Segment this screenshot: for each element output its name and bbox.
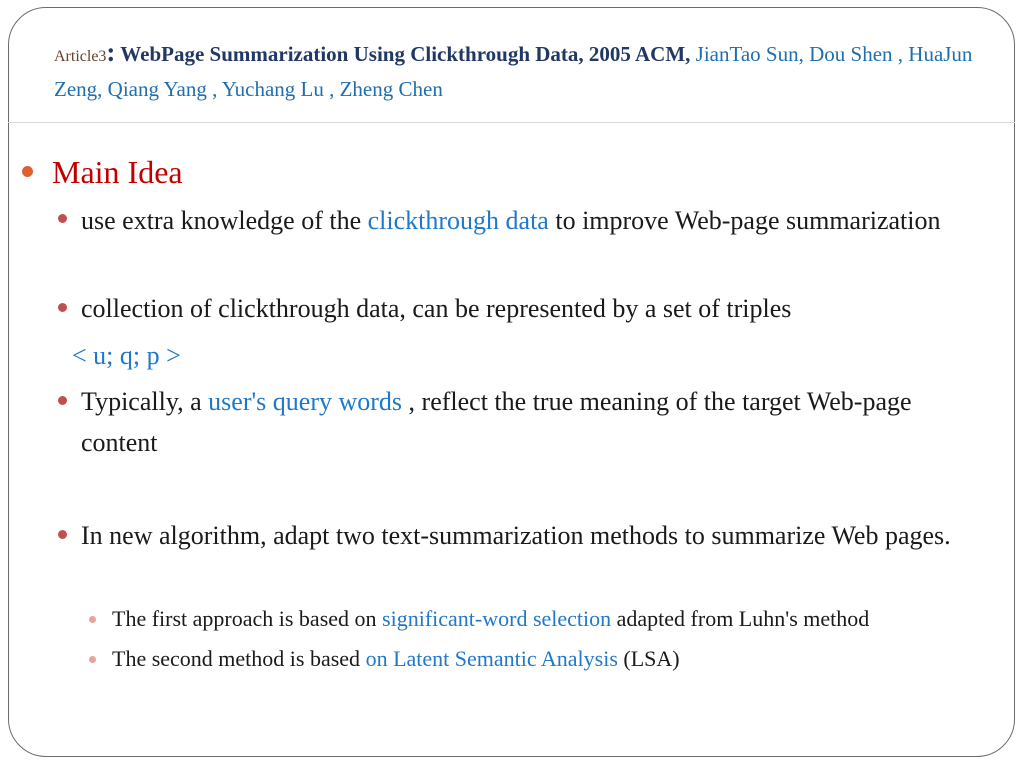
bullet-clickthrough: [81, 200, 981, 241]
bullet-text: use extra knowledge of the: [81, 206, 368, 235]
highlight-clickthrough-data: clickthrough data: [367, 206, 549, 235]
sub-bullet-text: The first approach is based on: [112, 606, 383, 631]
highlight-significant-word: significant-word selection: [382, 606, 612, 631]
header-divider: [8, 122, 1015, 123]
article-label: Article3: [54, 48, 107, 65]
sub-bullet-text: (LSA): [617, 646, 680, 671]
sub-bullet-second-method: [112, 640, 1012, 678]
bullet-new-algorithm: In new algorithm, adapt two text-summarization methods to summarize Web pages.: [81, 521, 951, 550]
bullet-dot-icon: [58, 214, 67, 223]
bullet-dot-icon: [58, 396, 67, 405]
header-colon: :: [106, 37, 116, 67]
bullet-text: Typically, a: [81, 387, 209, 416]
paper-title: WebPage Summarization Using Clickthrough Data, 2005 ACM,: [115, 42, 691, 66]
bullet-collection: collection of clickthrough data, can be represented by a set of triples: [81, 294, 792, 323]
bullet-query-words: [81, 381, 981, 463]
bullet-dot-icon: [58, 303, 67, 312]
slide-header: [54, 36, 974, 106]
triple-notation: < u; q; p >: [72, 341, 181, 370]
main-idea-bullet-icon: [22, 166, 33, 177]
bullet-text: , reflect the true meaning of the target Web-page content: [81, 387, 912, 457]
highlight-lsa: on Latent Semantic Analysis: [365, 646, 618, 671]
sub-bullet-first-approach: [112, 600, 1012, 638]
bullet-dot-icon: [58, 530, 67, 539]
main-idea-heading: Main Idea: [52, 154, 183, 190]
sub-bullet-text: adapted from Luhn's method: [611, 606, 870, 631]
highlight-query-words: user's query words: [208, 387, 403, 416]
sub-bullet-dot-icon: [89, 656, 96, 663]
bullet-text: to improve Web-page summarization: [548, 206, 941, 235]
sub-bullet-text: The second method is based: [112, 646, 366, 671]
paper-authors: JianTao Sun, Dou Shen , HuaJun Zeng, Qiang Yang , Yuchang Lu , Zheng Chen: [54, 42, 973, 101]
sub-bullet-dot-icon: [89, 616, 96, 623]
